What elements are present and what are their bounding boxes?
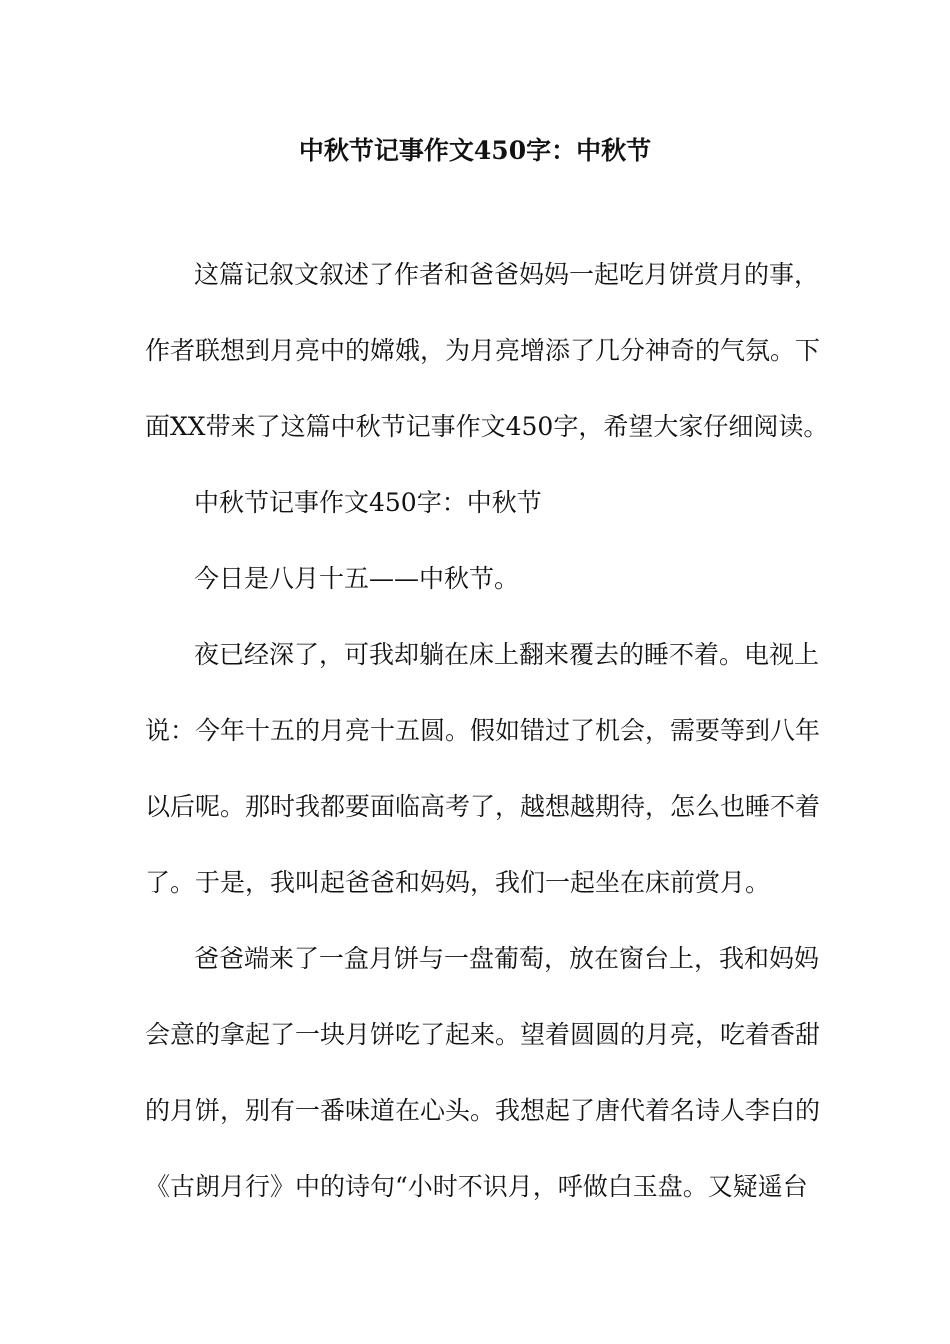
text-line: 中秋节记事作文450字：中秋节	[194, 488, 542, 517]
text-line: 这篇记叙文叙述了作者和爸爸妈妈一起吃月饼赏月的事，	[194, 260, 820, 289]
text-line: 夜已经深了，可我却躺在床上翻来覆去的睡不着。电视上	[194, 640, 820, 669]
text-line: 会意的拿起了一块月饼吃了起来。望着圆圆的月亮，吃着香甜	[145, 1020, 821, 1049]
text-line: 面XX带来了这篇中秋节记事作文450字，希望大家仔细阅读。	[145, 412, 829, 441]
text-line: 以后呢。那时我都要面临高考了，越想越期待，怎么也睡不着	[145, 792, 821, 821]
text-line: 今日是八月十五——中秋节。	[194, 564, 520, 593]
text-line: 爸爸端来了一盒月饼与一盘葡萄，放在窗台上，我和妈妈	[194, 944, 820, 973]
text-line: 的月饼，别有一番味道在心头。我想起了唐代着名诗人李白的	[145, 1096, 821, 1125]
document-title: 中秋节记事作文450字：中秋节	[298, 136, 652, 165]
text-line: 作者联想到月亮中的嫦娥，为月亮增添了几分神奇的气氛。下	[145, 336, 821, 365]
text-line: 了。于是，我叫起爸爸和妈妈，我们一起坐在床前赏月。	[145, 868, 771, 897]
text-line: 《古朗月行》中的诗句“小时不识月，呼做白玉盘。又疑遥台	[145, 1172, 808, 1201]
document-body	[145, 252, 829, 1240]
text-line: 说：今年十五的月亮十五圆。假如错过了机会，需要等到八年	[145, 716, 821, 745]
